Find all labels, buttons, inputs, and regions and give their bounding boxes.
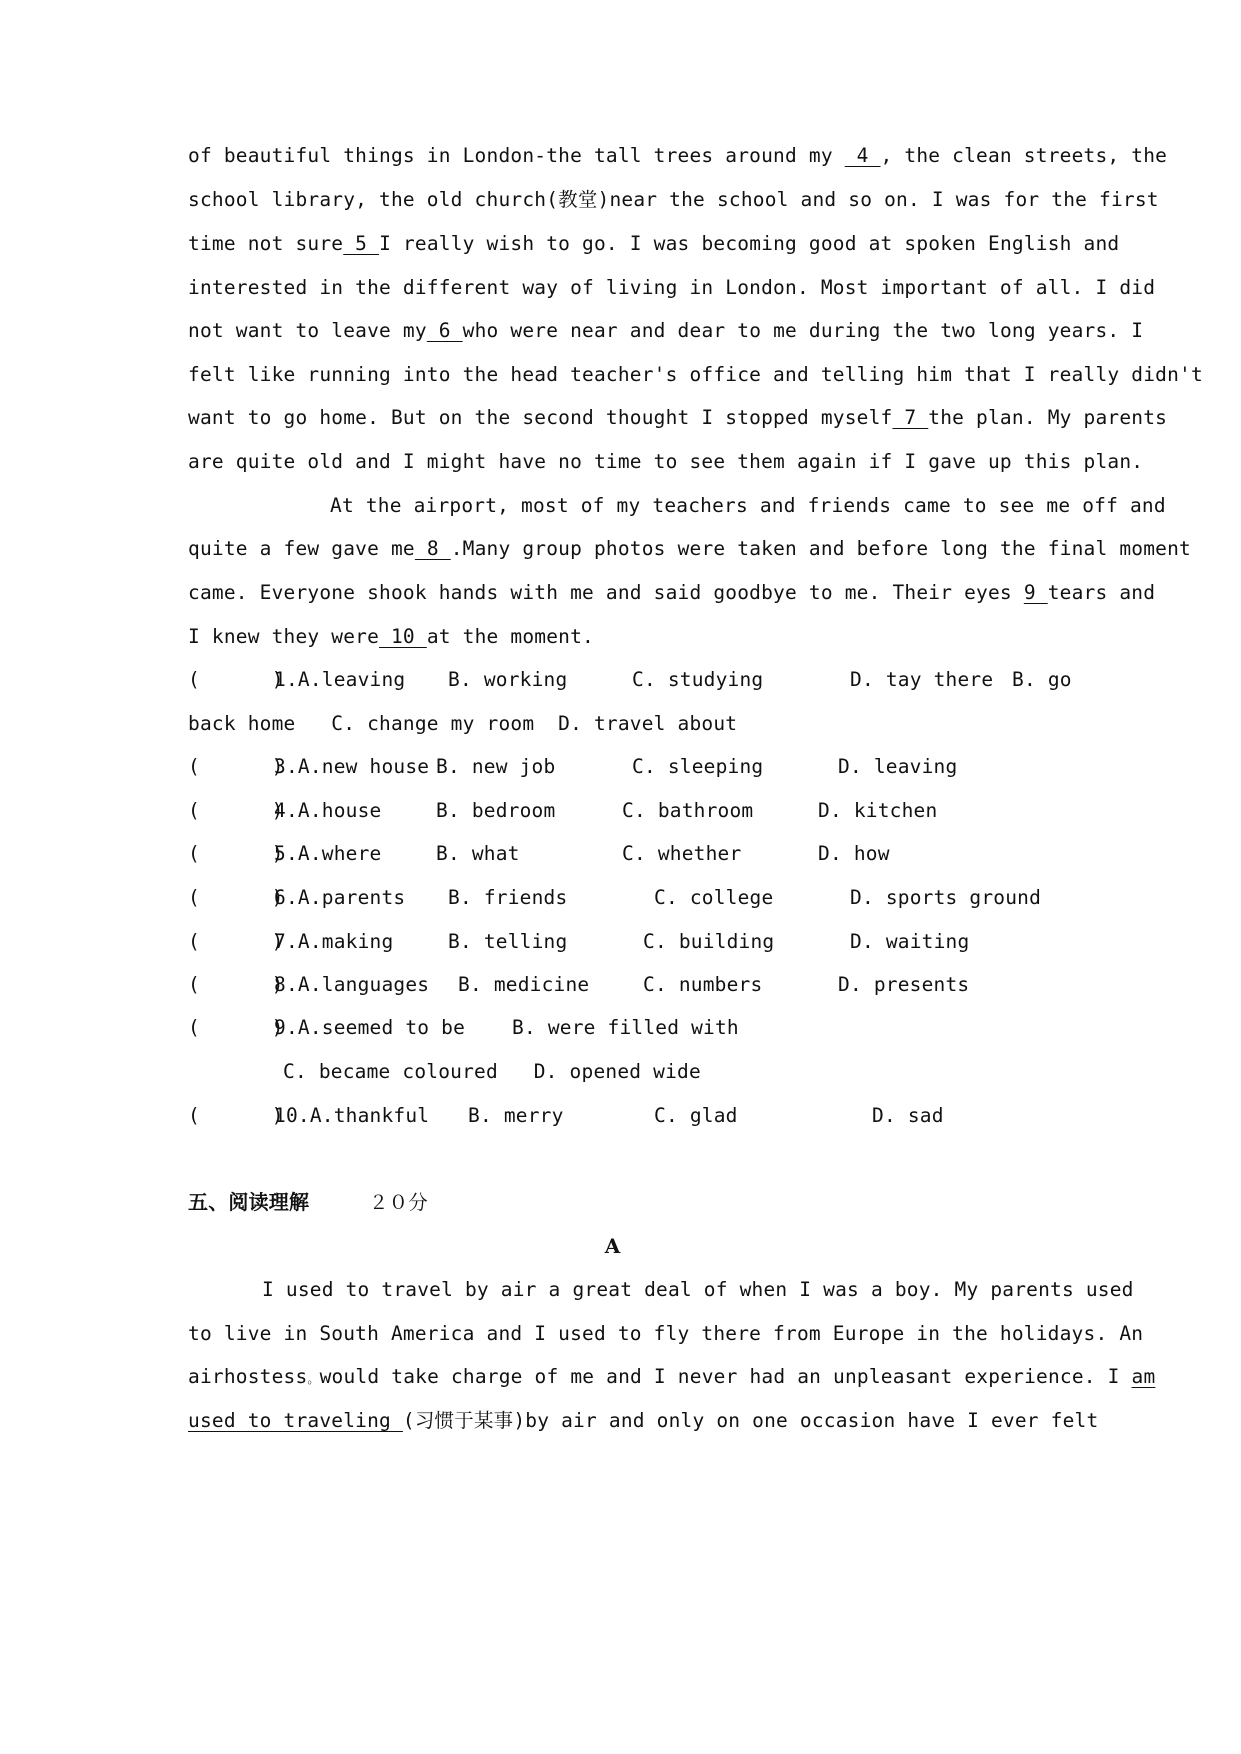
text: (习惯于某事)by air and only on one occasion have I ever felt (402, 1409, 1099, 1432)
answer-paren: ( ) (188, 799, 284, 822)
reading-line: I used to travel by air a great deal of when I was a boy. My parents used (262, 1278, 1134, 1301)
text: who were near and dear to me during the two long years. I (462, 319, 1144, 342)
option-c: C. whether (622, 842, 742, 865)
blank-10: 10 (379, 625, 427, 648)
option-c: C. college (654, 886, 774, 909)
option-a: 6.A.parents (274, 886, 406, 909)
question-7-row (188, 930, 1088, 954)
passage-line (188, 625, 1088, 649)
passage-label: A (604, 1234, 621, 1258)
blank-4: 4 (844, 144, 881, 167)
passage-line: felt like running into the head teacher's office and telling him that I really didn't (188, 363, 1203, 386)
option-d: D. presents (838, 973, 970, 996)
reading-line (188, 1409, 1099, 1433)
answer-paren: ( ) (188, 668, 284, 691)
option-d: D. tay there (850, 668, 994, 691)
text: I really wish to go. I was becoming good at spoken English and (379, 232, 1120, 255)
text: 。 (307, 1372, 320, 1386)
text: want to go home. But on the second thought I stopped myself (188, 406, 893, 429)
blank-6: 6 (426, 319, 463, 342)
question-9-row (188, 1016, 1088, 1040)
passage-line: are quite old and I might have no time to see them again if I gave up this plan. (188, 450, 1144, 473)
option-c: C. bathroom (622, 799, 754, 822)
reading-line (188, 1365, 1156, 1391)
option-b: B. medicine (458, 973, 590, 996)
option-c: C. sleeping (632, 755, 764, 778)
option-a: 5.A.where (274, 842, 382, 865)
passage-line (188, 144, 1168, 168)
passage-line: school library, the old church(教堂)near the school and so on. I was for the first (188, 188, 1159, 211)
option-a: 8.A.languages (274, 973, 430, 996)
answer-paren: ( ) (188, 973, 284, 996)
question-1-row (188, 668, 1088, 692)
option-a: 10.A.thankful (274, 1104, 430, 1127)
text: of beautiful things in London-the tall trees around my (188, 144, 845, 167)
underlined-phrase: used to traveling (188, 1409, 403, 1432)
option-b: B. new job (436, 755, 556, 778)
section-score: ２０分 (368, 1191, 429, 1214)
option-b: B. telling (448, 930, 568, 953)
option-b: B. bedroom (436, 799, 556, 822)
section-heading (188, 1190, 1088, 1215)
answer-paren: ( ) (188, 930, 284, 953)
answer-paren: ( ) (188, 842, 284, 865)
answer-paren: ( ) (188, 1104, 284, 1127)
answer-paren: ( ) (188, 886, 284, 909)
option-d: D. kitchen (818, 799, 938, 822)
text: at the moment. (426, 625, 594, 648)
passage-line: interested in the different way of living in London. Most important of all. I did (188, 276, 1156, 299)
question-10-row (188, 1104, 1088, 1128)
option-b: B. working (448, 668, 568, 691)
text: airhostess (188, 1365, 308, 1388)
question-3-row (188, 755, 1088, 779)
option-a: 9.A.seemed to be (274, 1016, 466, 1039)
question-2-row: back home C. change my room D. travel about (188, 712, 738, 735)
option-c: C. glad (654, 1104, 738, 1127)
option-b: B. merry (468, 1104, 564, 1127)
passage-line (188, 581, 1156, 605)
option-b: B. what (436, 842, 520, 865)
question-4-row (188, 799, 1088, 823)
option-a: 7.A.making (274, 930, 394, 953)
question-6-row (188, 886, 1088, 910)
text: not want to leave my (188, 319, 427, 342)
text: came. Everyone shook hands with me and said goodbye to me. Their eyes (188, 581, 1024, 604)
option-d: D. sad (872, 1104, 944, 1127)
question-8-row (188, 973, 1088, 997)
option-a: 1.A.leaving (274, 668, 406, 691)
option-b: B. friends (448, 886, 568, 909)
option-d: D. sports ground (850, 886, 1042, 909)
answer-paren: ( ) (188, 755, 284, 778)
question-9-cont-row: C. became coloured D. opened wide (283, 1060, 701, 1083)
text: .Many group photos were taken and before long the final moment (450, 537, 1191, 560)
option-b-2: B. go (1012, 668, 1072, 691)
underlined-phrase: am (1131, 1365, 1156, 1388)
option-c: C. numbers (643, 973, 763, 996)
text: the plan. My parents (928, 406, 1168, 429)
section-title: 五、阅读理解 (188, 1190, 310, 1214)
blank-7: 7 (892, 406, 929, 429)
passage-line (188, 537, 1191, 561)
option-c: C. building (643, 930, 775, 953)
option-b: B. were filled with (512, 1016, 739, 1039)
answer-paren: ( ) (188, 1016, 284, 1039)
text: , the clean streets, the (880, 144, 1168, 167)
blank-5: 5 (343, 232, 380, 255)
option-a: 4.A.house (274, 799, 382, 822)
option-c: C. studying (632, 668, 764, 691)
text: time not sure (188, 232, 344, 255)
option-a: 3.A.new house (274, 755, 430, 778)
text: quite a few gave me (188, 537, 415, 560)
passage-line: At the airport, most of my teachers and friends came to see me off and (330, 494, 1166, 517)
reading-line: to live in South America and I used to fly there from Europe in the holidays. An (188, 1322, 1144, 1345)
option-d: D. waiting (850, 930, 970, 953)
passage-line (188, 406, 1168, 430)
passage-line (188, 319, 1144, 343)
text: I knew they were (188, 625, 380, 648)
option-d: D. leaving (838, 755, 958, 778)
blank-9: 9 (1023, 581, 1048, 604)
passage-line (188, 232, 1120, 256)
text: would take charge of me and I never had an unpleasant experience. I (319, 1365, 1132, 1388)
text: tears and (1047, 581, 1156, 604)
option-d: D. how (818, 842, 890, 865)
question-5-row (188, 842, 1088, 866)
blank-8: 8 (414, 537, 451, 560)
